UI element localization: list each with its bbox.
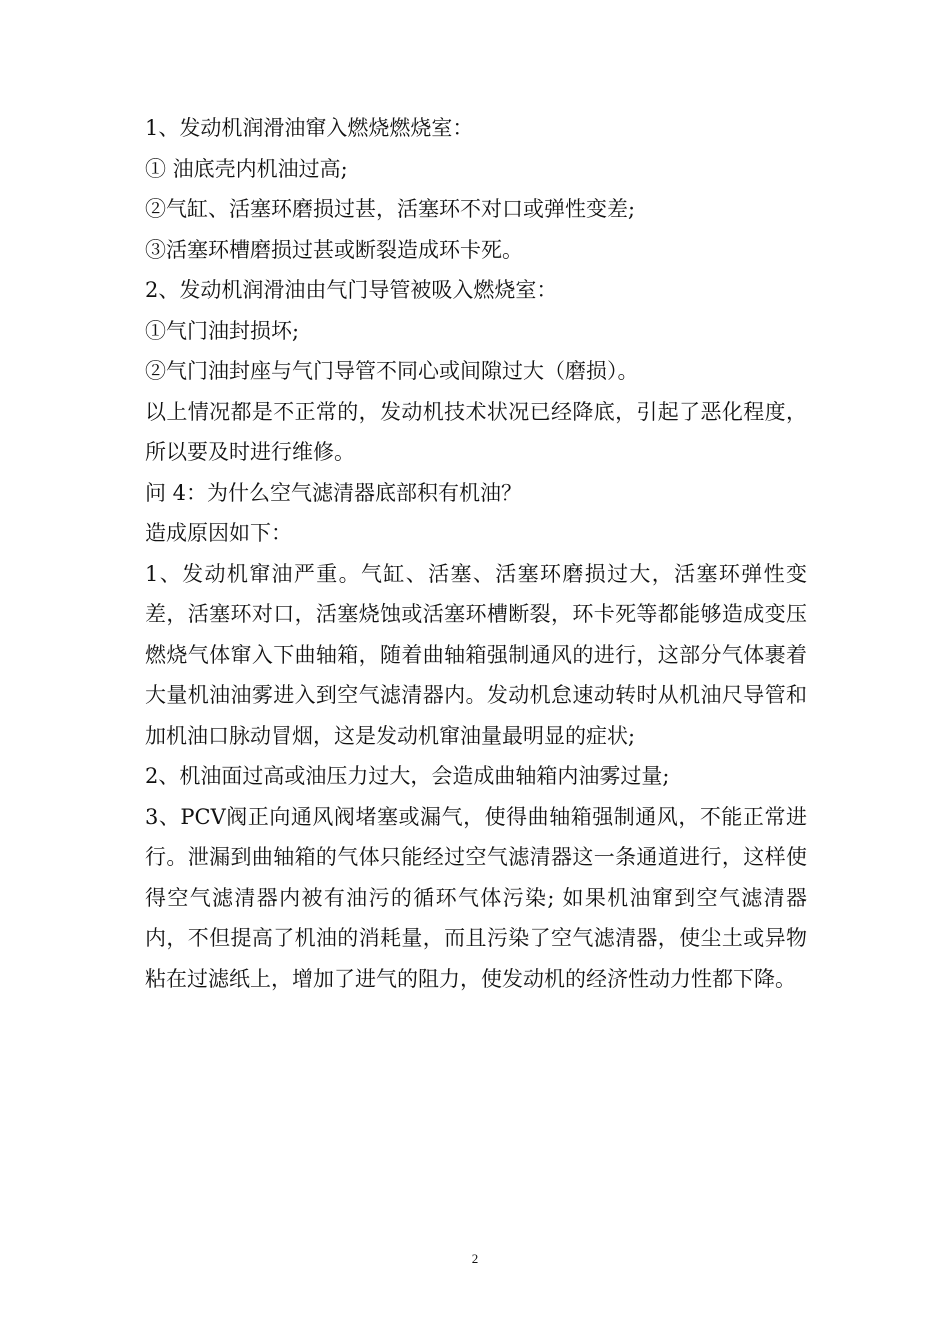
paragraph-cause-2: 2、机油面过高或油压力过大，会造成曲轴箱内油雾过量; xyxy=(145,764,670,788)
page-number: 2 xyxy=(471,1251,479,1266)
paragraph-item-2: ②气缸、活塞环磨损过甚，活塞环不对口或弹性变差; xyxy=(145,197,636,221)
document-body xyxy=(145,108,807,999)
paragraph-summary: 以上情况都是不正常的，发动机技术状况已经降底，引起了恶化程度，所以要及时进行维修。 xyxy=(145,399,807,464)
paragraph-cause-3: 3、PCV阀正向通风阀堵塞或漏气，使得曲轴箱强制通风，不能正常进行。泄漏到曲轴箱的气体只能经过空气滤清器这一条通道进行，这样使得空气滤清器内被有油污的循环气体污染; 如果机油窜到空气滤清器内，不但提高了机油的消耗量，而且污染了空气滤清器，使尘土或异物粘在过滤纸上，增加了进气的阻力，使发动机的经济性动力性都下降。 xyxy=(145,804,807,991)
paragraph-item-3: ③活塞环槽磨损过甚或断裂造成环卡死。 xyxy=(145,237,523,262)
paragraph-question-4: 问 4：为什么空气滤清器底部积有机油？ xyxy=(145,480,523,505)
paragraph-causes-intro: 造成原因如下： xyxy=(145,521,292,545)
paragraph-section-1-heading: 1、发动机润滑油窜入燃烧燃烧室： xyxy=(145,116,474,140)
paragraph-item-1: ① 油底壳内机油过高; xyxy=(145,156,348,181)
paragraph-item-5: ②气门油封座与气门导管不同心或间隙过大（磨损）。 xyxy=(145,359,639,383)
paragraph-cause-1: 1、发动机窜油严重。气缸、活塞、活塞环磨损过大，活塞环弹性变差，活塞环对口，活塞烧蚀或活塞环槽断裂，环卡死等都能够造成变压燃烧气体窜入下曲轴箱，随着曲轴箱强制通风的进行，这部分气体裹着大量机油油雾进入到空气滤清器内。发动机怠速动转时从机油尺导管和加机油口脉动冒烟，这是发动机窜油量最明显的症状; xyxy=(145,561,807,748)
paragraph-section-2-heading: 2、发动机润滑油由气门导管被吸入燃烧室： xyxy=(145,278,558,302)
paragraph-item-4: ①气门油封损坏; xyxy=(145,318,300,343)
